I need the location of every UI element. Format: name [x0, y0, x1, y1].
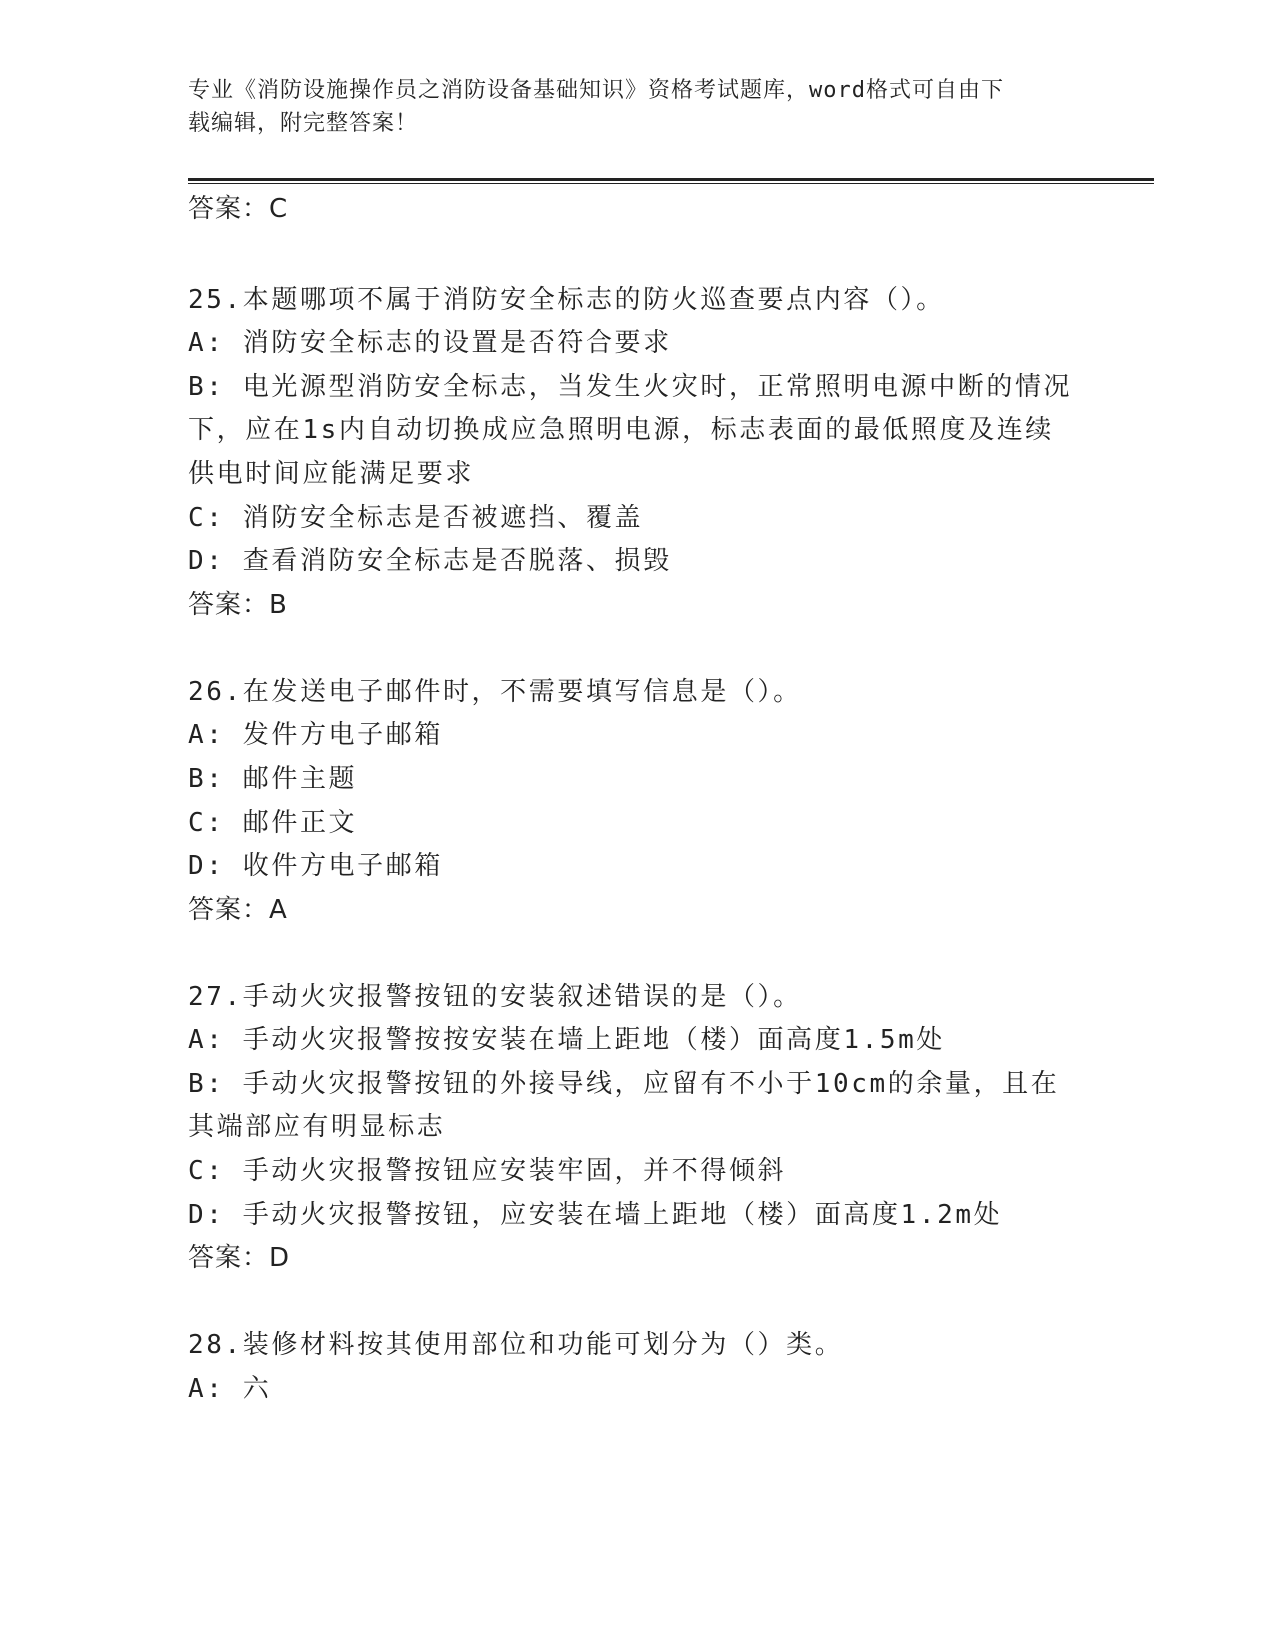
- question-stem: 25.本题哪项不属于消防安全标志的防火巡查要点内容（）。: [188, 285, 945, 315]
- option-a: A: 六: [188, 1374, 272, 1404]
- option-d: D: 查看消防安全标志是否脱落、损毁: [188, 546, 672, 576]
- option-c: C: 手动火灾报警按钮应安装牢固，并不得倾斜: [188, 1156, 787, 1186]
- answer-line: 答案：B: [188, 590, 288, 620]
- question-stem: 27.手动火灾报警按钮的安装叙述错误的是（）。: [188, 982, 802, 1012]
- option-d: D: 手动火灾报警按钮，应安装在墙上距地（楼）面高度1.2m处: [188, 1200, 1003, 1230]
- option-a: A: 消防安全标志的设置是否符合要求: [188, 328, 672, 358]
- option-d: D: 收件方电子邮箱: [188, 851, 443, 881]
- answer-line: 答案：A: [188, 895, 288, 925]
- page-header: [188, 74, 1088, 140]
- answer-line: 答案：C: [188, 194, 289, 224]
- option-b: B: 邮件主题: [188, 764, 358, 794]
- option-b: B: 电光源型消防安全标志，当发生火灾时，正常照明电源中断的情况: [188, 372, 1073, 402]
- option-a: A: 手动火灾报警按按安装在墙上距地（楼）面高度1.5m处: [188, 1025, 945, 1055]
- option-c: C: 邮件正文: [188, 808, 358, 838]
- question-stem: 28.装修材料按其使用部位和功能可划分为（）类。: [188, 1330, 844, 1360]
- option-b: B: 手动火灾报警按钮的外接导线，应留有不小于10cm的余量，且在: [188, 1069, 1060, 1099]
- header-line-2: 载编辑，附完整答案！: [188, 111, 419, 136]
- header-divider-thin: [188, 183, 1154, 184]
- header-divider-thick: [188, 178, 1154, 181]
- option-c: C: 消防安全标志是否被遮挡、覆盖: [188, 503, 644, 533]
- answer-line: 答案：D: [188, 1243, 291, 1273]
- option-b-continued: 下，应在1s内自动切换成应急照明电源，标志表面的最低照度及连续: [188, 415, 1054, 445]
- option-a: A: 发件方电子邮箱: [188, 720, 443, 750]
- option-b-continued: 供电时间应能满足要求: [188, 459, 475, 489]
- header-line-1: 专业《消防设施操作员之消防设备基础知识》资格考试题库，word格式可自由下: [188, 78, 1004, 103]
- option-b-continued: 其端部应有明显标志: [188, 1112, 446, 1142]
- question-stem: 26.在发送电子邮件时，不需要填写信息是（）。: [188, 677, 802, 707]
